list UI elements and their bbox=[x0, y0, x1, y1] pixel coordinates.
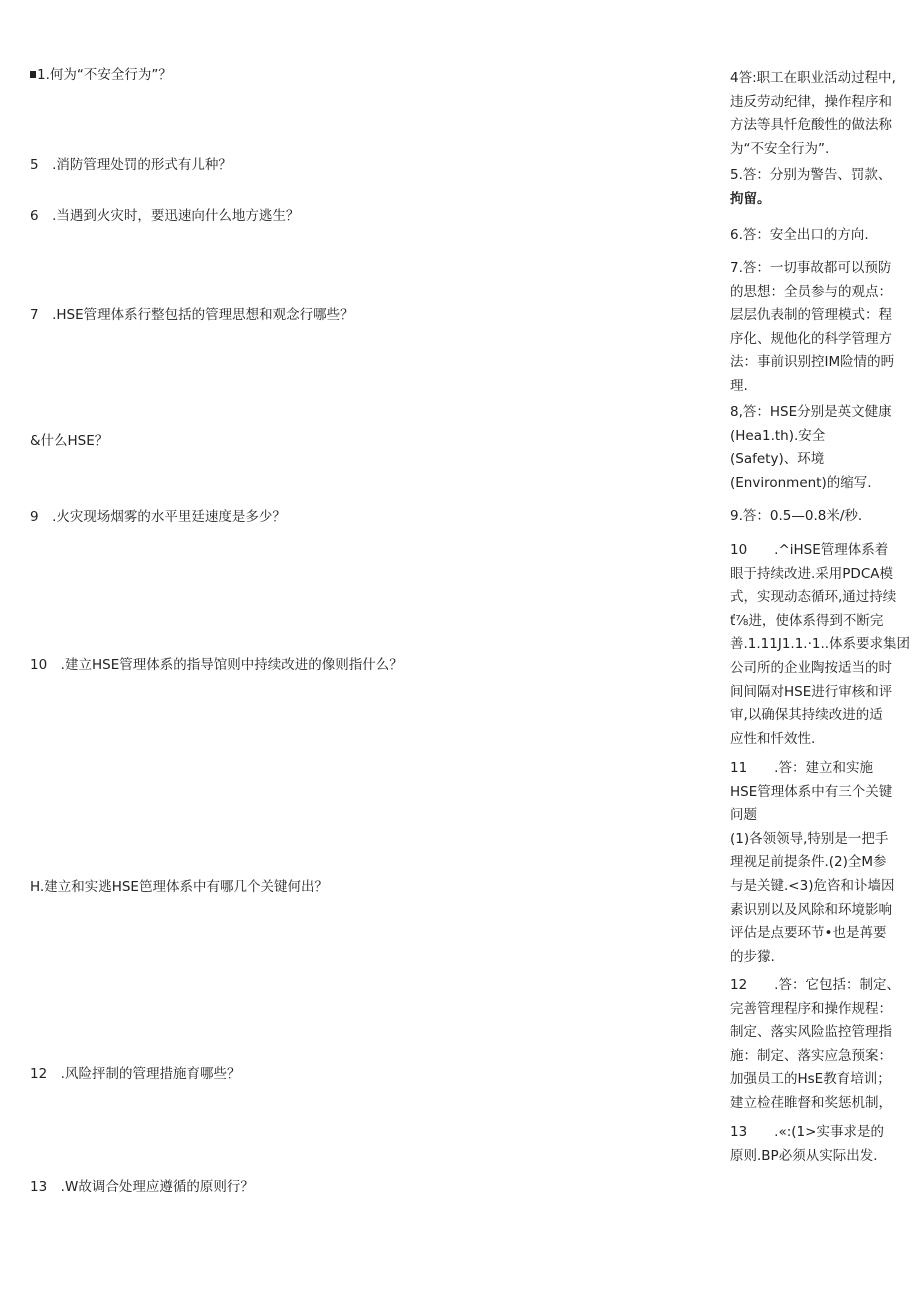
answer-5 bbox=[730, 164, 912, 211]
answer-10-line: 审,以确保其持续改进的适 bbox=[730, 707, 883, 724]
question-10: 10 .建立HSE管理体系的指导馆则中持续改进的像则指什么？ bbox=[30, 657, 403, 673]
answer-8-line: 8,答：HSE分别是英文健康 bbox=[730, 404, 892, 420]
answer-10-line: 公司所的企业陶按适当的时 bbox=[730, 659, 892, 676]
answer-8 bbox=[730, 401, 912, 495]
answer-10-line: ť⅞进，使体系得到不断完 bbox=[730, 612, 884, 629]
answer-13-line: 13 .«:(1>实事求是的 bbox=[730, 1124, 884, 1140]
answer-11 bbox=[730, 757, 912, 969]
answer-8-line: (Safety)、环境 bbox=[730, 451, 825, 468]
answer-12-line: 加强员工的HsE教育培训； bbox=[730, 1071, 891, 1088]
answer-7 bbox=[730, 257, 912, 399]
answer-11-line: 问题 bbox=[730, 807, 757, 824]
question-9: 9 .火灾现场烟雾的水平里廷速度是多少？ bbox=[30, 509, 286, 525]
answer-12 bbox=[730, 974, 912, 1116]
answer-10-line: 间间隔对HSE进行审核和评 bbox=[730, 683, 893, 700]
answer-12-line: 建立检荏睢督和奖惩机制， bbox=[730, 1094, 892, 1111]
answer-10-line: 眼于持续改进.采用PDCA模 bbox=[730, 565, 893, 582]
answer-9 bbox=[730, 505, 912, 529]
answer-8-line: (Environment)的缩写. bbox=[730, 474, 872, 491]
question-8: &什么HSE？ bbox=[30, 433, 109, 449]
answer-11-line: 11 .答：建立和实施 bbox=[730, 760, 873, 776]
answer-8-line: (Hea1.th).安全 bbox=[730, 427, 826, 444]
answer-4-line: 4答:职工在职业活动过程中, bbox=[730, 70, 896, 86]
bullet-icon bbox=[30, 71, 36, 78]
answer-10-line: 10 .^iHSE管理体系着 bbox=[730, 542, 889, 558]
answer-13 bbox=[730, 1121, 912, 1168]
answer-4-line: 方法等具忏危酸性的做法称 bbox=[730, 117, 892, 134]
answer-10 bbox=[730, 539, 912, 751]
answer-5-line: 拘留。 bbox=[730, 190, 771, 207]
answer-12-line: 制定、落实风险监控管理指 bbox=[730, 1024, 892, 1041]
answer-12-line: 施：制定、落实应急预案： bbox=[730, 1047, 892, 1064]
question-5: 5 .消防管理处罚的形式有儿种？ bbox=[30, 157, 232, 173]
answer-12-line: 完善管理程序和操作规程： bbox=[730, 1000, 892, 1017]
answer-10-line: 式，实现动态循环,通过持续 bbox=[730, 589, 897, 606]
answer-10-line: 善.1.11J1.1.·1..体系要求集团 bbox=[730, 636, 911, 653]
answer-4-line: 违反劳动纪律，操作程序和 bbox=[730, 93, 892, 110]
question-13: 13 .W故调合处理应遵循的原则行？ bbox=[30, 1179, 254, 1195]
answer-11-line: (1)各领领导,特别是一把手 bbox=[730, 830, 889, 847]
answer-5-line: 5.答：分别为警告、罚款、 bbox=[730, 167, 892, 183]
answer-7-line: 序化、规他化的科学管理方 bbox=[730, 330, 892, 347]
answer-4-line: 为“不安全行为”. bbox=[730, 140, 830, 157]
answer-7-line: 法：事前识别控IM险情的眄 bbox=[730, 354, 895, 371]
question-11: H.建立和实逃HSE笆理体系中有哪几个关键何出？ bbox=[30, 879, 328, 895]
answer-6-line: 6.答：安全出口的方向. bbox=[730, 227, 869, 243]
answer-11-line: 理视足前提条件.(2)全M参 bbox=[730, 854, 887, 871]
answer-12-line: 12 .答：它包括：制定、 bbox=[730, 977, 900, 993]
answer-11-line: 与是关键.<3)危咨和讣墙因 bbox=[730, 877, 895, 894]
answer-13-line: 原则.BP必须从实际出发. bbox=[730, 1147, 878, 1164]
answer-11-line: HSE管理体系中有三个关键 bbox=[730, 783, 893, 800]
answer-7-line: 层层仇表制的管理模式：程 bbox=[730, 307, 892, 324]
question-12: 12 .风险抨制的管理措施育哪些？ bbox=[30, 1066, 241, 1082]
question-1 bbox=[30, 66, 172, 84]
answer-4 bbox=[730, 67, 912, 161]
question-6: 6 .当遇到火灾时，要迅速向什么地方逃生？ bbox=[30, 208, 300, 224]
answer-6 bbox=[730, 224, 912, 248]
question-1-text: 1.何为“不安全行为”？ bbox=[37, 67, 172, 83]
answer-7-line: 理. bbox=[730, 377, 748, 394]
answer-9-line: 9.答：0.5—0.8米/秒. bbox=[730, 508, 863, 524]
question-7: 7 .HSE管理体系行整包括的管理思想和观念行哪些？ bbox=[30, 307, 354, 323]
answer-7-line: 的思想：全员参与的观点： bbox=[730, 283, 892, 300]
answer-11-line: 评估是点要环节•也是苒要 bbox=[730, 925, 887, 942]
answer-11-line: 的步獴. bbox=[730, 948, 775, 965]
answer-10-line: 应性和忏效性. bbox=[730, 730, 816, 747]
answer-11-line: 素识别以及风除和环境影响 bbox=[730, 901, 892, 918]
answer-7-line: 7.答：一切事故都可以预防 bbox=[730, 260, 892, 276]
